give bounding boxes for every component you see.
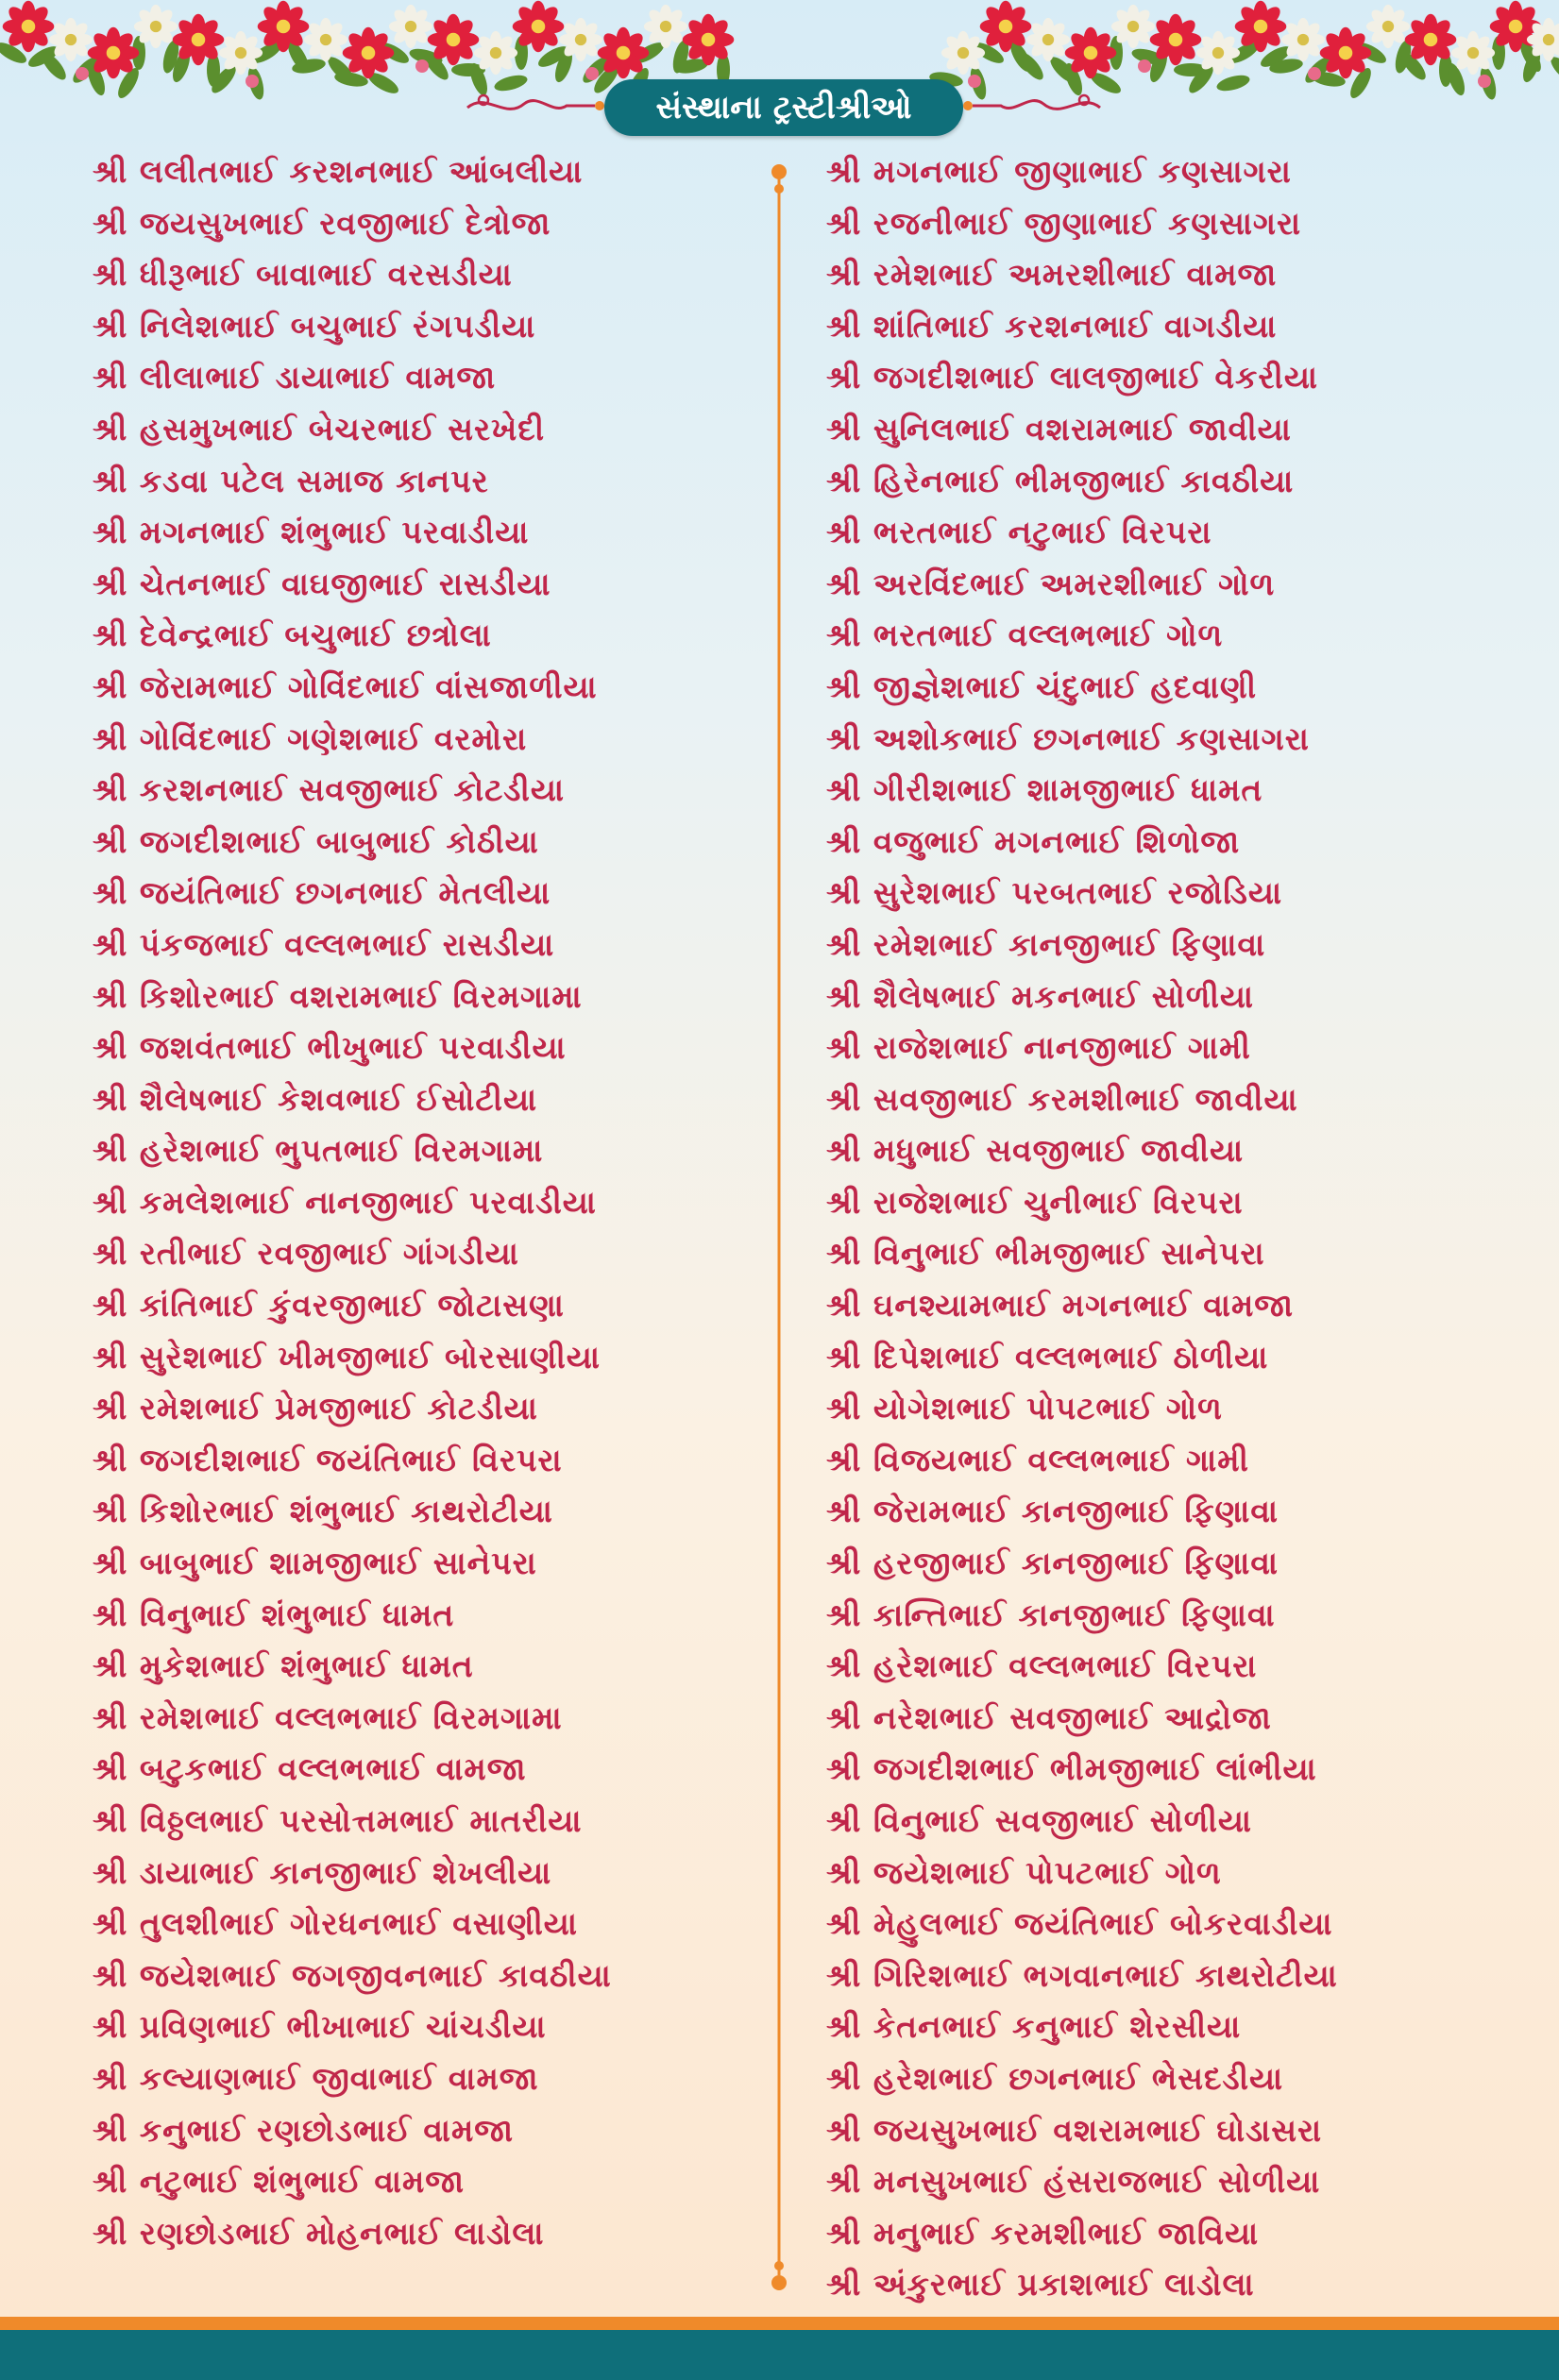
trustee-name: શ્રી વજુભાઈ મગનભાઈ શિળોજા bbox=[826, 822, 1241, 860]
left-trustee-list bbox=[93, 146, 754, 2259]
trustee-name: શ્રી સુરેશભાઈ પરબતભાઈ રજોડિયા bbox=[826, 874, 1283, 912]
trustee-name: શ્રી વિનુભાઈ શંભુભાઈ ધામત bbox=[93, 1595, 455, 1633]
trustee-name: શ્રી રમેશભાઈ કાનજીભાઈ ફિણાવા bbox=[826, 925, 1266, 963]
trustee-name: શ્રી ભરતભાઈ વલ્લભભાઈ ગોળ bbox=[826, 616, 1224, 654]
right-flourish-icon bbox=[963, 87, 1105, 125]
trustee-name: શ્રી પંકજભાઈ વલ્લભભાઈ રાસડીયા bbox=[93, 925, 555, 963]
trustee-name: શ્રી તુલશીભાઈ ગોરધનભાઈ વસાણીયા bbox=[93, 1905, 578, 1943]
trustee-name: શ્રી અરવિંદભાઈ અમરશીભાઈ ગોળ bbox=[826, 565, 1276, 602]
trustee-name: શ્રી જયેશભાઈ જગજીવનભાઈ કાવઠીયા bbox=[93, 1956, 612, 1994]
trustee-name: શ્રી ઘનશ્યામભાઈ મગનભાઈ વામજા bbox=[826, 1287, 1295, 1325]
trustee-name: શ્રી શૈલેષભાઈ કેશવભાઈ ઈસોટીયા bbox=[93, 1080, 538, 1118]
title-banner bbox=[0, 74, 1559, 140]
column-divider bbox=[765, 160, 793, 2294]
trustee-name: શ્રી હરેશભાઈ ભુપતભાઈ વિરમગામા bbox=[93, 1132, 544, 1170]
right-trustee-list bbox=[826, 146, 1487, 2311]
trustee-name: શ્રી નિલેશભાઈ બચુભાઈ રંગપડીયા bbox=[93, 307, 536, 345]
trustee-name: શ્રી જેરામભાઈ ગોવિંદભાઈ વાંસજાળીયા bbox=[93, 667, 598, 705]
trustee-name: શ્રી રજનીભાઈ જીણાભાઈ કણસાગરા bbox=[826, 204, 1302, 242]
left-flourish-icon bbox=[463, 87, 604, 125]
trustee-name: શ્રી નટુભાઈ શંભુભાઈ વામજા bbox=[93, 2163, 466, 2201]
trustee-name: શ્રી યોગેશભાઈ પોપટભાઈ ગોળ bbox=[826, 1390, 1223, 1427]
trustee-name: શ્રી રમેશભાઈ પ્રેમજીભાઈ કોટડીયા bbox=[93, 1390, 538, 1427]
trustee-name: શ્રી બટુકભાઈ વલ્લભભાઈ વામજા bbox=[93, 1750, 527, 1788]
trustee-name: શ્રી મગનભાઈ જીણાભાઈ કણસાગરા bbox=[826, 153, 1292, 190]
trustee-name: શ્રી સુરેશભાઈ ખીમજીભાઈ બોરસાણીયા bbox=[93, 1338, 601, 1376]
trustee-name: શ્રી સુનિલભાઈ વશરામભાઈ જાવીયા bbox=[826, 410, 1292, 447]
trustee-name: શ્રી રાજેશભાઈ ચુનીભાઈ વિરપરા bbox=[826, 1183, 1244, 1221]
trustee-name: શ્રી વિનુભાઈ ભીમજીભાઈ સાનેપરા bbox=[826, 1235, 1265, 1273]
trustee-name: શ્રી કડવા પટેલ સમાજ કાનપર bbox=[93, 462, 489, 499]
trustee-name: શ્રી કલ્યાણભાઈ જીવાભાઈ વામજા bbox=[93, 2059, 539, 2097]
trustee-name: શ્રી શાંતિભાઈ કરશનભાઈ વાગડીયા bbox=[826, 307, 1278, 345]
trustee-name: શ્રી મધુભાઈ સવજીભાઈ જાવીયા bbox=[826, 1132, 1245, 1170]
trustee-name: શ્રી જશવંતભાઈ ભીખુભાઈ પરવાડીયા bbox=[93, 1029, 567, 1067]
trustee-name: શ્રી બાબુભાઈ શામજીભાઈ સાનેપરા bbox=[93, 1544, 537, 1582]
trustee-name: શ્રી દિપેશભાઈ વલ્લભભાઈ ઠોળીયા bbox=[826, 1338, 1269, 1376]
trustee-name: શ્રી વિજયભાઈ વલ્લભભાઈ ગામી bbox=[826, 1441, 1249, 1478]
trustee-name: શ્રી મુકેશભાઈ શંભુભાઈ ધામત bbox=[93, 1647, 474, 1685]
trustee-name: શ્રી ભરતભાઈ નટુભાઈ વિરપરા bbox=[826, 514, 1212, 551]
trustee-name: શ્રી મનુભાઈ કરમશીભાઈ જાવિયા bbox=[826, 2214, 1260, 2252]
trustee-name: શ્રી કિશોરભાઈ વશરામભાઈ વિરમગામા bbox=[93, 977, 583, 1015]
trustee-name: શ્રી કનુભાઈ રણછોડભાઈ વામજા bbox=[93, 2111, 515, 2149]
trustee-name: શ્રી જયસુખભાઈ વશરામભાઈ ઘોડાસરા bbox=[826, 2111, 1323, 2149]
trustee-name: શ્રી અંકુરભાઈ પ્રકાશભાઈ લાડોલા bbox=[826, 2266, 1255, 2304]
trustee-name: શ્રી જેરામભાઈ કાનજીભાઈ ફિણાવા bbox=[826, 1493, 1279, 1530]
trustee-name: શ્રી કાન્તિભાઈ કાનજીભાઈ ફિણાવા bbox=[826, 1595, 1276, 1633]
trustee-name: શ્રી કિશોરભાઈ શંભુભાઈ કાથરોટીયા bbox=[93, 1493, 553, 1530]
trustee-name: શ્રી પ્રવિણભાઈ ભીખાભાઈ ચાંચડીયા bbox=[93, 2008, 547, 2046]
trustee-name: શ્રી જગદીશભાઈ ભીમજીભાઈ લાંભીયા bbox=[826, 1750, 1317, 1788]
trustee-name: શ્રી ગીરીશભાઈ શામજીભાઈ ધામત bbox=[826, 771, 1263, 809]
trustee-name: શ્રી લીલાભાઈ ડાયાભાઈ વામજા bbox=[93, 359, 497, 397]
trustee-name: શ્રી હરજીભાઈ કાનજીભાઈ ફિણાવા bbox=[826, 1544, 1279, 1582]
trustee-name: શ્રી હિરેનભાઈ ભીમજીભાઈ કાવઠીયા bbox=[826, 462, 1295, 499]
trustee-name: શ્રી જયેશભાઈ પોપટભાઈ ગોળ bbox=[826, 1853, 1222, 1891]
trustee-name: શ્રી જીજ્ઞેશભાઈ ચંદુભાઈ હદવાણી bbox=[826, 667, 1258, 705]
trustee-name: શ્રી ધીરૂભાઈ બાવાભાઈ વરસડીયા bbox=[93, 256, 513, 294]
trustee-name: શ્રી રતીભાઈ રવજીભાઈ ગાંગડીયા bbox=[93, 1235, 519, 1273]
trustee-name: શ્રી રમેશભાઈ વલ્લભભાઈ વિરમગામા bbox=[93, 1698, 563, 1736]
bottom-orange-stripe bbox=[0, 2317, 1559, 2330]
trustee-name: શ્રી ચેતનભાઈ વાઘજીભાઈ રાસડીયા bbox=[93, 565, 551, 602]
trustee-name: શ્રી કરશનભાઈ સવજીભાઈ કોટડીયા bbox=[93, 771, 565, 809]
trustee-name: શ્રી રણછોડભાઈ મોહનભાઈ લાડોલા bbox=[93, 2214, 545, 2252]
trustee-name: શ્રી વિનુભાઈ સવજીભાઈ સોળીયા bbox=[826, 1802, 1253, 1839]
trustee-name: શ્રી મેહુલભાઈ જયંતિભાઈ બોકરવાડીયા bbox=[826, 1905, 1333, 1943]
trustee-name: શ્રી નરેશભાઈ સવજીભાઈ આદ્રોજા bbox=[826, 1698, 1272, 1736]
trustee-name: શ્રી રમેશભાઈ અમરશીભાઈ વામજા bbox=[826, 256, 1278, 294]
trustee-name: શ્રી હસમુખભાઈ બેચરભાઈ સરખેદી bbox=[93, 410, 546, 447]
trustee-name: શ્રી ગિરિશભાઈ ભગવાનભાઈ કાથરોટીયા bbox=[826, 1956, 1338, 1994]
trustee-name: શ્રી હરેશભાઈ વલ્લભભાઈ વિરપરા bbox=[826, 1647, 1258, 1685]
page-title: સંસ્થાના ટ્રસ્ટીશ્રીઓ bbox=[604, 79, 963, 136]
trustee-name: શ્રી જગદીશભાઈ બાબુભાઈ કોઠીયા bbox=[93, 822, 539, 860]
trustee-name: શ્રી કાંતિભાઈ કુંવરજીભાઈ જોટાસણા bbox=[93, 1287, 565, 1325]
trustee-name: શ્રી જગદીશભાઈ જયંતિભાઈ વિરપરા bbox=[93, 1441, 563, 1478]
trustee-name: શ્રી જગદીશભાઈ લાલજીભાઈ વેકરીયા bbox=[826, 359, 1318, 397]
trustee-name: શ્રી દેવેન્દ્રભાઈ બચુભાઈ છત્રોલા bbox=[93, 616, 492, 654]
trustee-name: શ્રી જયંતિભાઈ છગનભાઈ મેતલીયા bbox=[93, 874, 551, 912]
trustee-name: શ્રી કમલેશભાઈ નાનજીભાઈ પરવાડીયા bbox=[93, 1183, 597, 1221]
trustee-name: શ્રી સવજીભાઈ કરમશીભાઈ જાવીયા bbox=[826, 1080, 1298, 1118]
trustee-name: શ્રી અશોકભાઈ છગનભાઈ કણસાગરા bbox=[826, 719, 1310, 757]
trustee-name: શ્રી કેતનભાઈ કનુભાઈ શેરસીયા bbox=[826, 2008, 1242, 2046]
bottom-teal-stripe bbox=[0, 2330, 1559, 2380]
trustee-name: શ્રી ગોવિંદભાઈ ગણેશભાઈ વરમોરા bbox=[93, 719, 528, 757]
trustee-name: શ્રી ડાયાભાઈ કાનજીભાઈ શેખલીયા bbox=[93, 1853, 552, 1891]
trustee-name: શ્રી હરેશભાઈ છગનભાઈ ભેસદડીયા bbox=[826, 2059, 1284, 2097]
trustee-name: શ્રી મગનભાઈ શંભુભાઈ પરવાડીયા bbox=[93, 514, 530, 551]
trustee-name: શ્રી રાજેશભાઈ નાનજીભાઈ ગામી bbox=[826, 1029, 1251, 1067]
trustee-name: શ્રી શૈલેષભાઈ મકનભાઈ સોળીયા bbox=[826, 977, 1255, 1015]
trustee-name: શ્રી લલીતભાઈ કરશનભાઈ આંબલીયા bbox=[93, 153, 584, 190]
trustee-name: શ્રી મનસુખભાઈ હંસરાજભાઈ સોળીયા bbox=[826, 2163, 1321, 2201]
trustee-name: શ્રી વિઠ્ઠલભાઈ પરસોત્તમભાઈ માતરીયા bbox=[93, 1802, 583, 1839]
trustee-name: શ્રી જયસુખભાઈ રવજીભાઈ દેત્રોજા bbox=[93, 204, 551, 242]
